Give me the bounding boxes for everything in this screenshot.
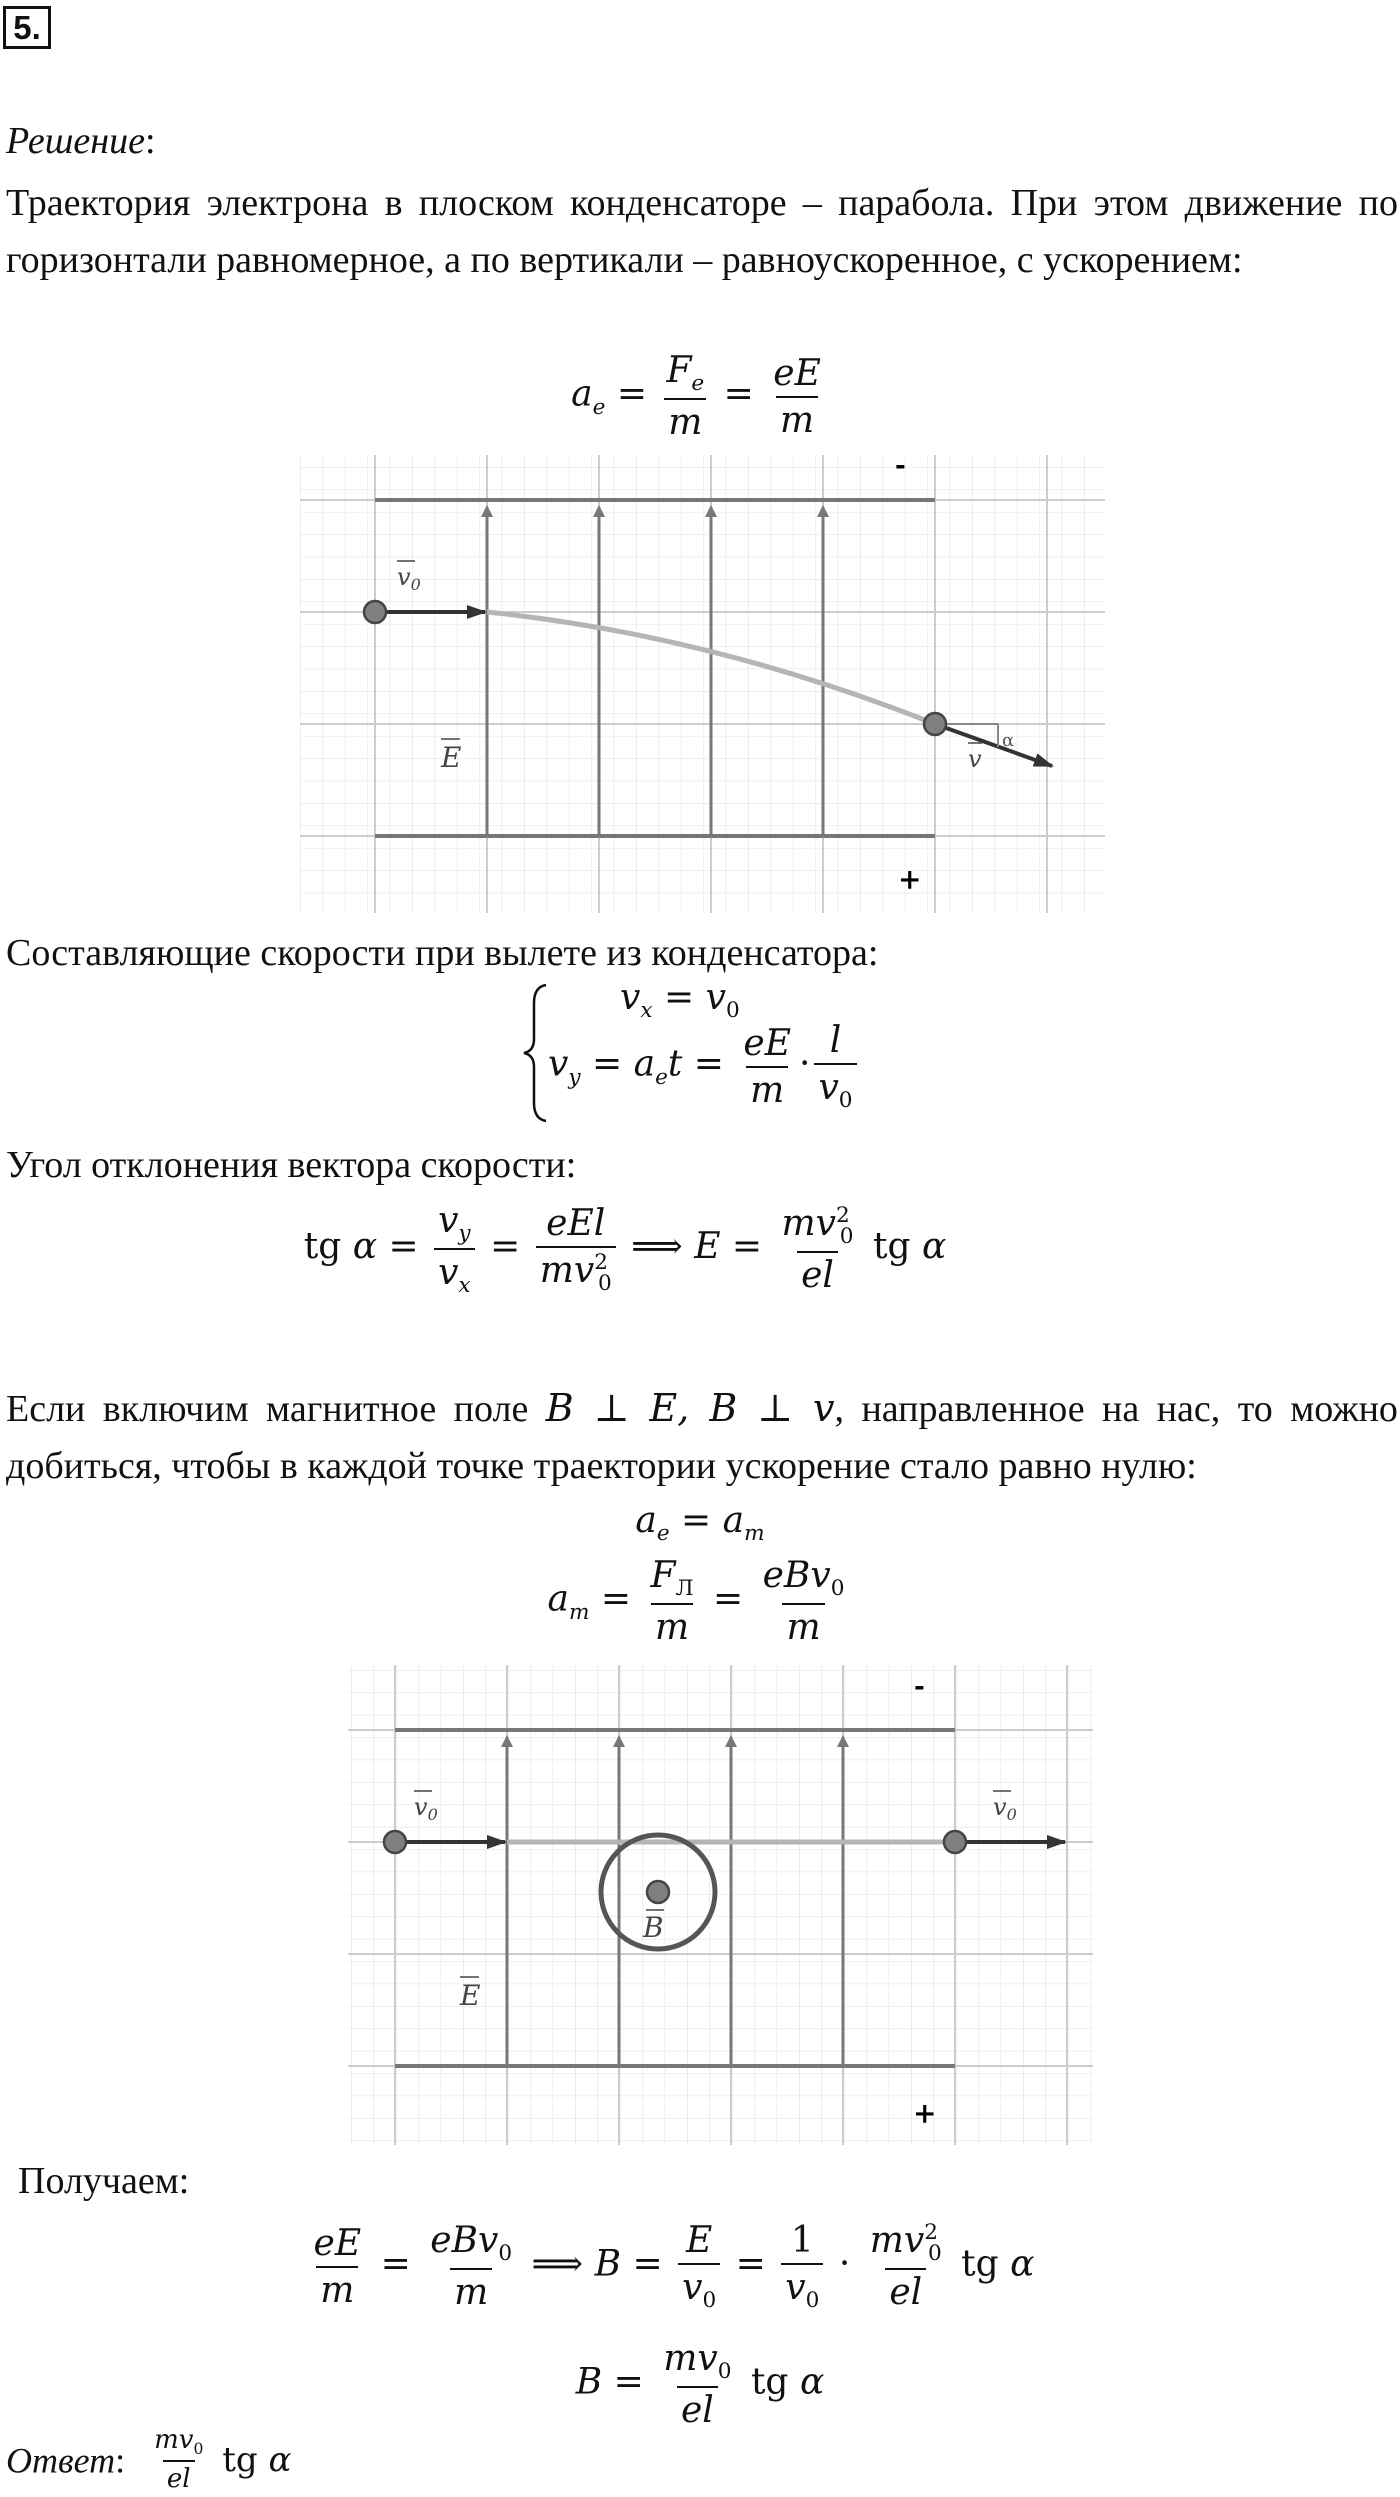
electron-start-1 xyxy=(364,601,386,623)
paragraph-deflection-angle: Угол отклонения вектора скорости: xyxy=(6,1144,577,1186)
formula-accel-equal: $a_e = a_m$ xyxy=(635,1500,765,1547)
formula-tangent: tg α = $\frac{v_y}{v_x}$ = $\frac{\text{eEl}}{mv^2_0}$ ⟹ E = $\frac{mv^2_0}{el}$ tg α xyxy=(303,1200,947,1299)
capacitor-diagram-1 xyxy=(300,455,1105,913)
problem-number: 5. xyxy=(3,6,51,49)
answer-line: Ответ: $\frac{mv_0}{el}$ tg α xyxy=(6,2425,292,2495)
paragraph-velocity-components: Составляющие скорости при вылете из конденсатора: xyxy=(6,932,879,974)
electron-exit-1 xyxy=(924,713,946,735)
v0-label-2a: $v_0$ xyxy=(414,1793,438,1824)
E-label-2: E xyxy=(460,1979,481,2012)
B-label-2: B xyxy=(643,1911,664,1944)
formula-velocity-system: $v_x = v_0$ $v_y = a_et$ = $\frac{eE}{m}$ · $\frac{l}{v_0}$ xyxy=(520,975,940,1125)
plus-sign-2: + xyxy=(913,2097,937,2130)
minus-sign-2: - xyxy=(914,1672,925,1702)
alpha-label-1: α xyxy=(1002,730,1015,751)
plus-sign-1: + xyxy=(898,863,922,896)
electron-exit-2 xyxy=(944,1831,966,1853)
magnetic-field-dot xyxy=(647,1881,669,1903)
formula-lorentz-accel: $a_m$ = $\frac{F_Л}{m}$ = $\frac{eBv_0}{m}$ xyxy=(547,1555,845,1649)
solution-label: Решение: xyxy=(6,120,156,162)
v-label-1: v xyxy=(968,745,982,773)
v0-label-1: $v_0$ xyxy=(397,563,421,594)
formula-B-final: B = $\frac{mv_0}{el}$ tg α xyxy=(575,2338,825,2432)
paragraph-trajectory: Траектория электрона в плоском конденсаторе – парабола. При этом движение по горизонтали равномерное, а по вертикали – равноускоренное, с ускорением: xyxy=(6,182,1398,281)
paragraph-result: Получаем: xyxy=(18,2160,190,2202)
minus-sign-1: - xyxy=(895,455,906,481)
v0-label-2b: $v_0$ xyxy=(993,1793,1017,1824)
E-label-1: E xyxy=(441,741,462,774)
formula-B-derivation: $\frac{eE}{m}$ = $\frac{eBv_0}{m}$ ⟹ B = $\frac{E}{v_0}$ = $\frac{1}{v_0}$ · $\frac{mv^2_0}{el}$ tg α xyxy=(313,2220,1035,2314)
formula-acceleration: $a_e$ = $\frac{F_e}{m}$ = $\frac{eE}{m}$ xyxy=(571,350,821,444)
electron-start-2 xyxy=(384,1831,406,1853)
paragraph-magnetic-field: Если включим магнитное поле B ⊥ E, B ⊥ v, направленное на нас, то можно добиться, чтобы в каждой точке траектории ускорение стало равно нулю: xyxy=(6,1386,1398,1487)
capacitor-diagram-2 xyxy=(348,1665,1093,2145)
